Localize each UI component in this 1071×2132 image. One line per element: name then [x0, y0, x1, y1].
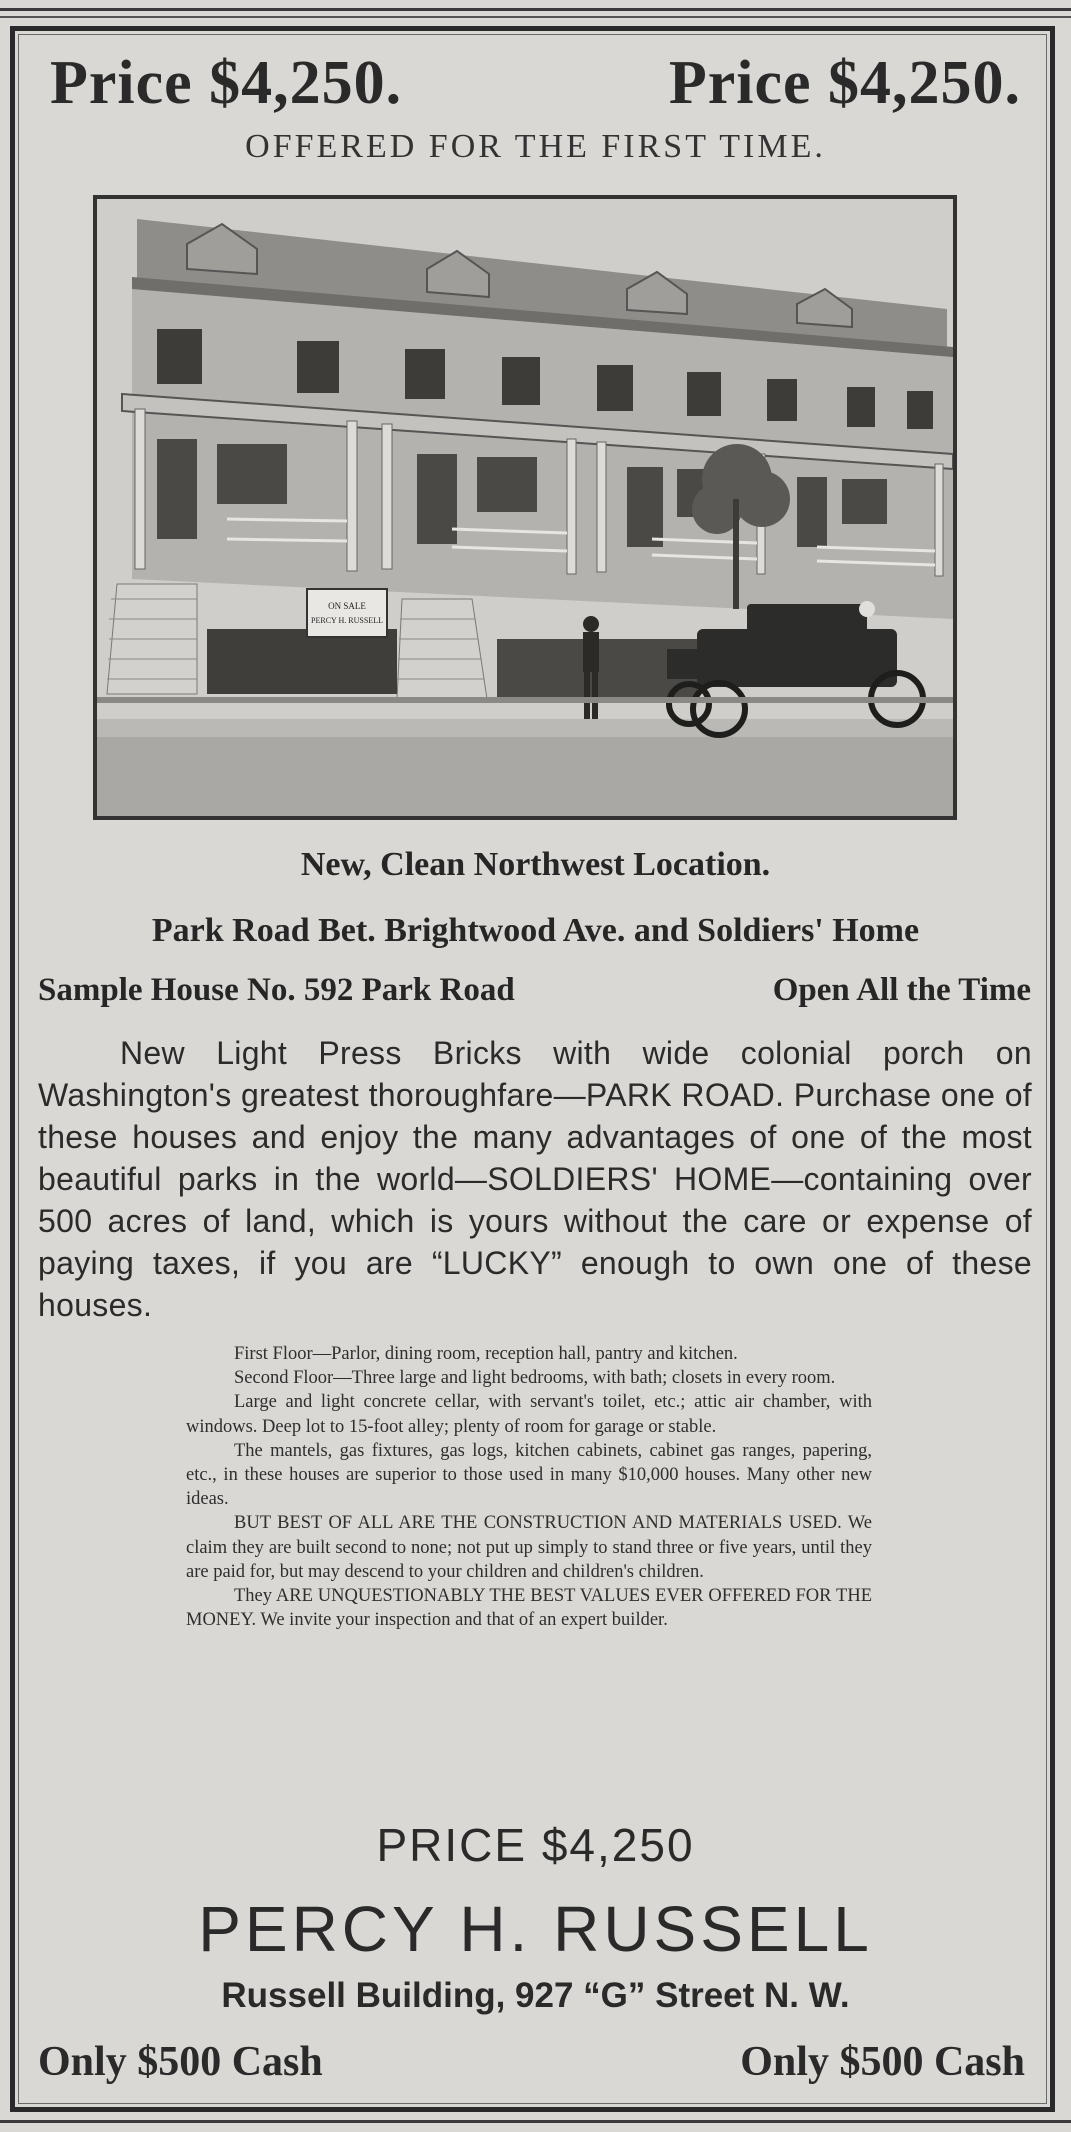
spec-second-floor: Second Floor—Three large and light bedrooms, with bath; closets in every room.	[234, 1368, 836, 1389]
sample-house-line: Sample House No. 592 Park Road	[38, 972, 515, 1008]
open-all-time-line: Open All the Time	[772, 972, 1031, 1008]
spec-construction: BUT BEST OF ALL ARE THE CONSTRUCTION AND MATERIALS USED. We claim they are built second to none; not put up simply to stand three or five years, until they are paid for, but may descend to your children and children's children.	[186, 1513, 872, 1582]
spec-cellar: Large and light concrete cellar, with servant's toilet, etc.; attic air chamber, with windows. Deep lot to 15-foot alley; plenty of room for garage or stable.	[186, 1392, 872, 1437]
offered-subheading: OFFERED FOR THE FIRST TIME.	[245, 128, 826, 165]
spec-values: They ARE UNQUESTIONABLY THE BEST VALUES EVER OFFERED FOR THE MONEY. We invite your inspection and that of an expert builder.	[186, 1586, 872, 1631]
seller-address: Russell Building, 927 “G” Street N. W.	[221, 1976, 850, 2015]
rowhouse-photo	[93, 195, 957, 820]
price-heading-right: Price $4,250.	[668, 49, 1021, 117]
svg-text:PERCY H. RUSSELL: PERCY H. RUSSELL	[311, 616, 383, 625]
location-line-1: New, Clean Northwest Location.	[300, 846, 771, 883]
price-heading-left: Price $4,250.	[50, 49, 403, 117]
seller-name: PERCY H. RUSSELL	[198, 1893, 873, 1965]
price-footer: PRICE $4,250	[376, 1819, 695, 1871]
description-paragraph: New Light Press Bricks with wide colonial porch on Washington's greatest thoroughfare—PARK ROAD. Purchase one of these houses and enjoy the many advantages of one of the most beautiful parks in the world—SOLDIERS' HOME—containing over 500 acres of land, which is yours without the care or expense of paying taxes, if you are “LUCKY” enough to own one of these houses.	[38, 1035, 1032, 1323]
cash-note-left: Only $500 Cash	[38, 2039, 323, 2085]
cash-note-right: Only $500 Cash	[740, 2039, 1025, 2085]
house-specs	[186, 1342, 872, 1632]
for-sale-sign: ON SALE	[328, 601, 366, 611]
bottom-rule	[0, 2120, 1071, 2123]
top-rule	[0, 8, 1071, 11]
top-rule-thin	[0, 16, 1071, 18]
spec-fixtures: The mantels, gas fixtures, gas logs, kitchen cabinets, cabinet gas ranges, papering, etc., in these houses are superior to those used in many $10,000 houses. Many other new ideas.	[186, 1440, 872, 1510]
location-line-2: Park Road Bet. Brightwood Ave. and Soldiers' Home	[151, 912, 920, 949]
spec-first-floor: First Floor—Parlor, dining room, reception hall, pantry and kitchen.	[234, 1344, 738, 1364]
